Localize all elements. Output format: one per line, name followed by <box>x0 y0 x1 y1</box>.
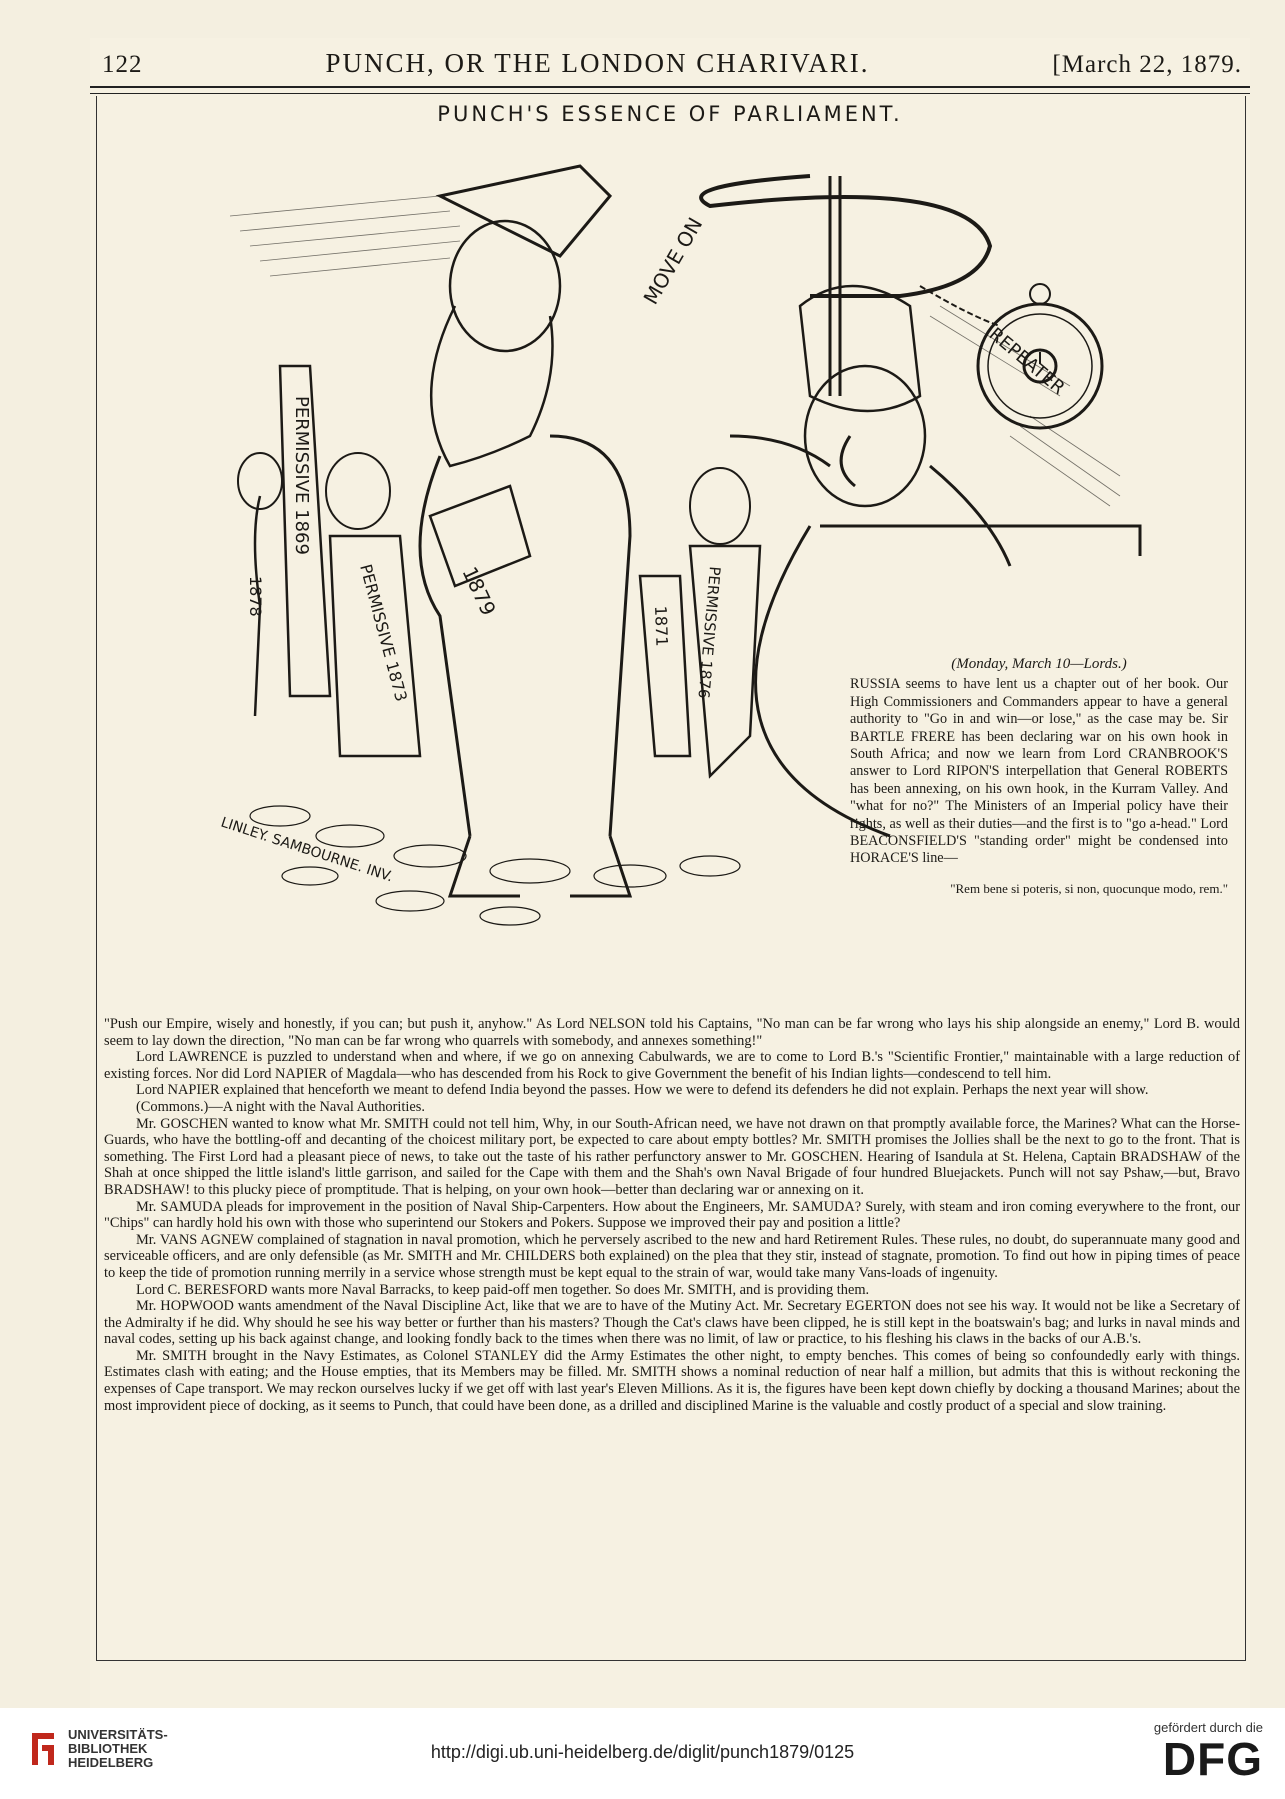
tag-1876: PERMISSIVE 1876 <box>694 565 724 700</box>
publication-title: PUNCH, OR THE LONDON CHARIVARI. <box>325 48 870 78</box>
library-name-line: BIBLIOTHEK <box>68 1741 148 1756</box>
repeater-label: REPEATER <box>984 323 1069 399</box>
cartoon-caption <box>850 656 1228 897</box>
section-title: PUNCH'S ESSENCE OF PARLIAMENT. <box>437 102 903 126</box>
funded-by-text: gefördert durch die <box>1153 1720 1263 1735</box>
tag-1869: PERMISSIVE 1869 <box>291 396 312 555</box>
artist-signature: LINLEY. SAMBOURNE. INV. <box>218 814 395 886</box>
header-rule <box>90 86 1250 94</box>
tag-1873: PERMISSIVE 1873 <box>356 562 412 704</box>
tag-1871: 1871 <box>651 605 672 647</box>
library-name-line: HEIDELBERG <box>68 1755 154 1770</box>
article-body <box>104 1016 1240 1414</box>
paragraph: Lord NAPIER explained that henceforth we meant to defend India beyond the passes. How we were to defend its defenders he did not explain. Perhaps the next year will show. <box>136 1082 1149 1099</box>
paragraph: Mr. VANS AGNEW complained of stagnation in naval promotion, which he perversely ascribed to the new and hard Retirement Rules. These rules, no doubt, do superannuate many good and serviceable officers, and are only defensible (as Mr. SMITH and Mr. CHILDERS both explained) on the plea that they stir, instead of stagnate, promotion. To find out how in piping times of peace to keep the tide of promotion running merrily in a service whose strength must be kept equal to the strain of war, would take many Vans-loads of ingenuity. <box>104 1231 1240 1281</box>
dfg-wordmark: DFG <box>1162 1733 1263 1785</box>
permalink-url[interactable]: http://digi.ub.uni-heidelberg.de/diglit/punch1879/0125 <box>430 1742 855 1762</box>
tag-1878: 1878 <box>246 576 265 617</box>
paragraph: (Commons.)—A night with the Naval Authorities. <box>136 1098 425 1115</box>
caption-text: RUSSIA seems to have lent us a chapter out of her book. Our High Commissioners and Commanders appear to have a general authority to "Go in and win—or lose," as the case may be. Sir BARTLE FRERE has been declaring war on his own hook in South Africa; and now we learn from Lord CRANBROOK'S answer to Lord RIPON'S interpellation that General ROBERTS has been annexing, on his own hook, in the Kurram Valley. And "what for no?" The Ministers of an Imperial policy have their rights, as well as their duties—and the first is to "go a-head." Lord BEACONSFIELD'S "standing order" might be condensed into HORACE'S line— <box>850 676 1228 867</box>
paragraph: Mr. HOPWOOD wants amendment of the Naval Discipline Act, like that we are to have of the Mutiny Act. Mr. Secretary EGERTON does not see his way. It would not be like a Secretary of the Admiralty if he did. Why should he see his way better or further than his masters? Though the Cat's claws have been clipped, he is still kept in the boatswain's bag; and lurks in naval minds and naval codes, setting up his back against change, and looking fondly back to the times when there was no limit, of law or practice, to his fleshing his claws in the backs of our A.B.'s. <box>104 1298 1240 1348</box>
horace-quote: "Rem bene si poteris, si non, quocunque modo, rem." <box>950 880 1228 896</box>
paragraph: Lord LAWRENCE is puzzled to understand when and where, if we go on annexing Cabulwards, we are to come to Lord B.'s "Scientific Frontier," maintainable with a large reduction of existing forces. Nor did Lord NAPIER of Magdala—who has descended from his Rock to give Government the benefit of his Indian lights—condescend to tell him. <box>104 1049 1240 1082</box>
paragraph: Mr. SMITH brought in the Navy Estimates, as Colonel STANLEY did the Army Estimates the other night, to empty benches. This comes of being so confoundedly early with things. Estimates clash with eating; and the House empties, that its Members may be filled. Mr. SMITH shows a nominal reduction of near half a million, but admits that this is without reckoning the expenses of Cape transport. We may reckon ourselves lucky if we get off with last year's Eleven Millions. As it is, the figures have been kept down chiefly by docking a thousand Marines; about the most improvident piece of docking, as it seems to Punch, that could have been done, as a drilled and disciplined Marine is the valuable and costly product of a special and slow training. <box>104 1347 1240 1414</box>
newspaper-page <box>90 38 1250 1708</box>
digitization-footer <box>0 1708 1285 1799</box>
library-name-line: UNIVERSITÄTS- <box>68 1727 168 1742</box>
masthead <box>102 48 1242 88</box>
caption-date: (Monday, March 10—Lords.) <box>951 656 1127 672</box>
page-number: 122 <box>102 51 143 78</box>
paragraph: Mr. GOSCHEN wanted to know what Mr. SMITH could not tell him, Why, in our South-African need, we have not drawn on that promptly available force, the Marines? What can the Horse-Guards, who have the bottling-off and decanting of the choicest military port, be expected to care about empty bottles? Mr. SMITH promises the Jollies shall be the next to go to the front. That is something. The First Lord had a pleasant piece of news, to take out the taste of his rather perfunctory answer to Mr. GOSCHEN. Hearing of Isandula at St. Helena, Captain BRADSHAW of the Shah at once shipped the little island's little garrison, and sailed for the Cape with them and the Shah's own Naval Brigade of four hundred Bluejackets. Punch will not say Pshaw,—but, Bravo BRADSHAW! to this plucky piece of promptitude. That is helping, on your own hook—better than declaring war or annexing on it. <box>104 1115 1240 1198</box>
tag-1879: 1879 <box>457 562 501 620</box>
issue-date: [March 22, 1879. <box>1052 51 1242 78</box>
paragraph: Lord C. BERESFORD wants more Naval Barracks, to keep paid-off men together. So does Mr. SMITH, and is providing them. <box>136 1281 870 1298</box>
paragraph: Mr. SAMUDA pleads for improvement in the position of Naval Ship-Carpenters. How about the Engineers, Mr. SAMUDA? Surely, with steam and iron coming everywhere to the front, our "Chips" can hardly hold his own with those who superintend our Stokers and Pokers. Suppose we improved their pay and position a little? <box>104 1198 1240 1232</box>
move-on-label: MOVE ON <box>638 213 708 309</box>
funder-logo[interactable] <box>1154 1720 1263 1783</box>
paragraph: "Push our Empire, wisely and honestly, if you can; but push it, anyhow." As Lord NELSON told his Captains, "No man can be far wrong who lays his ship alongside an enemy," Lord B. would seem to lay down the direction, "No man can be far wrong who quarrels with somebody, and annexes something!" <box>104 1016 1240 1049</box>
